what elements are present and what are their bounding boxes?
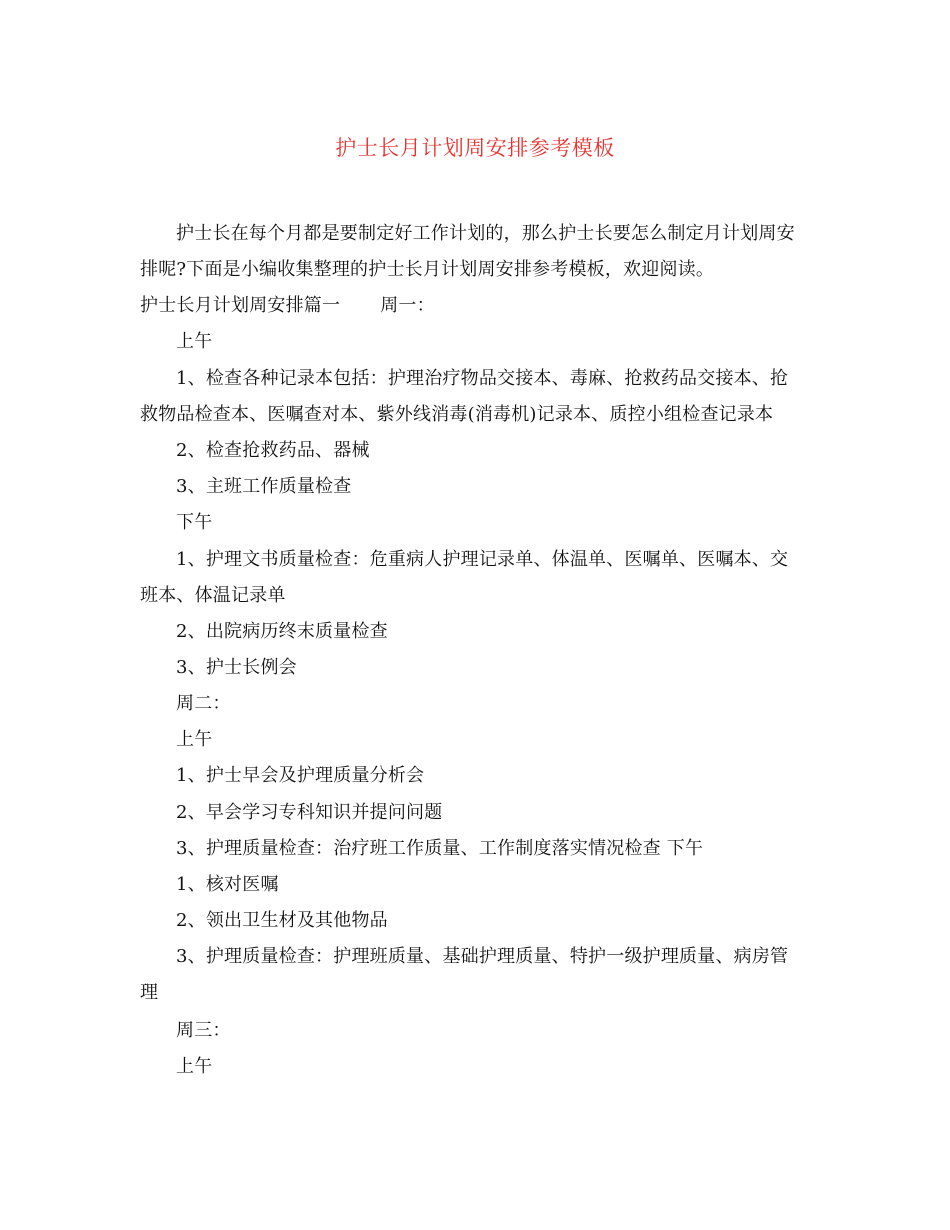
- schedule-line: 周三：: [176, 1020, 231, 1041]
- schedule-line: 理: [140, 982, 159, 1003]
- schedule-line: 1、护理文书质量检查：危重病人护理记录单、体温单、医嘱单、医嘱本、交: [176, 549, 789, 570]
- document-title: 护士长月计划周安排参考模板: [335, 136, 615, 160]
- schedule-line: 上午: [176, 729, 213, 750]
- schedule-line: 周二：: [176, 693, 231, 714]
- schedule-line: 3、主班工作质量检查: [176, 476, 352, 497]
- schedule-line: 2、检查抢救药品、器械: [176, 440, 370, 461]
- schedule-line: 1、核对医嘱: [176, 874, 279, 895]
- intro-line-2: 排呢?下面是小编收集整理的护士长月计划周安排参考模板，欢迎阅读。: [140, 259, 715, 280]
- schedule-line: 下午: [176, 512, 213, 533]
- schedule-line: 2、出院病历终末质量检查: [176, 621, 388, 642]
- schedule-line: 上午: [176, 1056, 213, 1077]
- schedule-line: 救物品检查本、医嘱查对本、紫外线消毒(消毒机)记录本、质控小组检查记录本: [140, 404, 774, 425]
- section-heading: [140, 293, 435, 319]
- schedule-line: 上午: [176, 331, 213, 352]
- schedule-line: 3、护士长例会: [176, 657, 297, 678]
- schedule-line: 3、护理质量检查：治疗班工作质量、工作制度落实情况检查 下午: [176, 838, 704, 859]
- intro-line-1: 护士长在每个月都是要制定好工作计划的，那么护士长要怎么制定月计划周安: [176, 223, 795, 244]
- schedule-line: 1、护士早会及护理质量分析会: [176, 765, 425, 786]
- schedule-line: 2、领出卫生材及其他物品: [176, 910, 388, 931]
- schedule-line: 班本、体温记录单: [140, 585, 286, 606]
- section-heading-day: 周一：: [380, 295, 435, 316]
- schedule-line: 2、早会学习专科知识并提问问题: [176, 802, 443, 823]
- section-heading-title: 护士长月计划周安排篇一: [140, 295, 341, 316]
- schedule-line: 3、护理质量检查：护理班质量、基础护理质量、特护一级护理质量、病房管: [176, 946, 789, 967]
- schedule-line: 1、检查各种记录本包括：护理治疗物品交接本、毒麻、抢救药品交接本、抢: [176, 368, 789, 389]
